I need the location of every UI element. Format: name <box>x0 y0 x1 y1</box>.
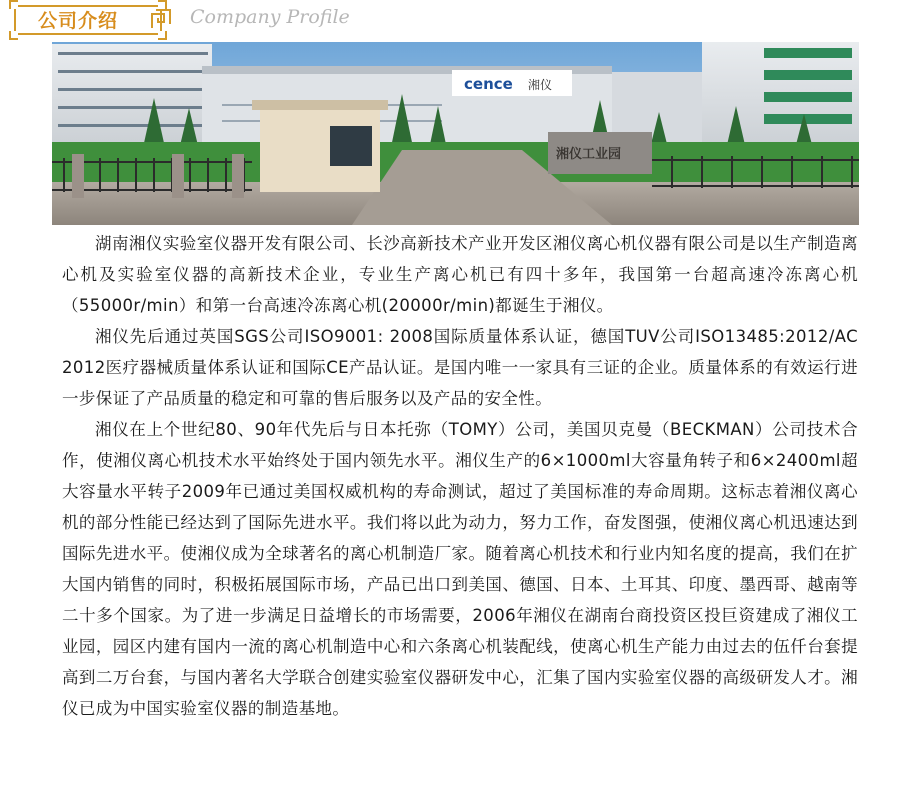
section-header <box>0 0 900 40</box>
title-frame <box>14 5 162 35</box>
company-description <box>62 228 858 724</box>
factory-sign-text: 湘仪 <box>528 78 553 92</box>
paragraph: 湘仪先后通过英国SGS公司ISO9001: 2008国际质量体系认证，德国TUV公司ISO13485:2012/AC 2012医疗器械质量体系认证和国际CE产品认证。是国内唯一一家具有三证的企业。质量体系的有效运行进一步保证了产品质量的稳定和可靠的售后服务以及产品的安全性。 <box>62 327 858 408</box>
section-subtitle: Company Profile <box>190 6 350 28</box>
fret-ornament-icon <box>150 8 172 30</box>
paragraph: 湖南湘仪实验室仪器开发有限公司、长沙高新技术产业开发区湘仪离心机仪器有限公司是以生产制造离心机及实验室仪器的高新技术企业，专业生产离心机已有四十多年，我国第一台超高速冷冻离心机（55000r/min）和第一台高速冷冻离心机(20000r/min)都诞生于湘仪。 <box>62 234 858 315</box>
factory-photo <box>52 42 859 225</box>
frame-corner <box>9 31 18 40</box>
section-title: 公司介绍 <box>38 10 119 32</box>
paragraph: 湘仪在上个世纪80、90年代先后与日本托弥（TOMY）公司，美国贝克曼（BECKMAN）公司技术合作，使湘仪离心机技术水平始终处于国内领先水平。湘仪生产的6×1000ml大容量角转子和6×2400ml超大容量水平转子2009年已通过美国权威机构的寿命测试，超过了美国标准的寿命周期。这标志着湘仪离心机的部分性能已经达到了国际先进水平。我们将以此为动力，努力工作，奋发图强，使湘仪离心机迅速达到国际先进水平。使湘仪成为全球著名的离心机制造厂家。随着离心机技术和行业内知名度的提高，我们在扩大国内销售的同时，积极拓展国际市场，产品已出口到美国、德国、日本、土耳其、印度、墨西哥、越南等二十多个国家。为了进一步满足日益增长的市场需要，2006年湘仪在湖南台商投资区投巨资建成了湘仪工业园，园区内建有国内一流的离心机制造中心和六条离心机装配线，使离心机生产能力由过去的伍仟台套提高到二万台套，与国内著名大学联合创建实验室仪器研发中心，汇集了国内实验室仪器的高级研发人才。湘仪已成为中国实验室仪器的制造基地。 <box>62 420 858 718</box>
frame-corner <box>9 0 18 9</box>
factory-illustration <box>52 42 859 225</box>
gate-sign: 湘仪工业园 <box>556 147 622 162</box>
frame-corner <box>158 31 167 40</box>
factory-sign-logo: cence <box>464 75 513 93</box>
